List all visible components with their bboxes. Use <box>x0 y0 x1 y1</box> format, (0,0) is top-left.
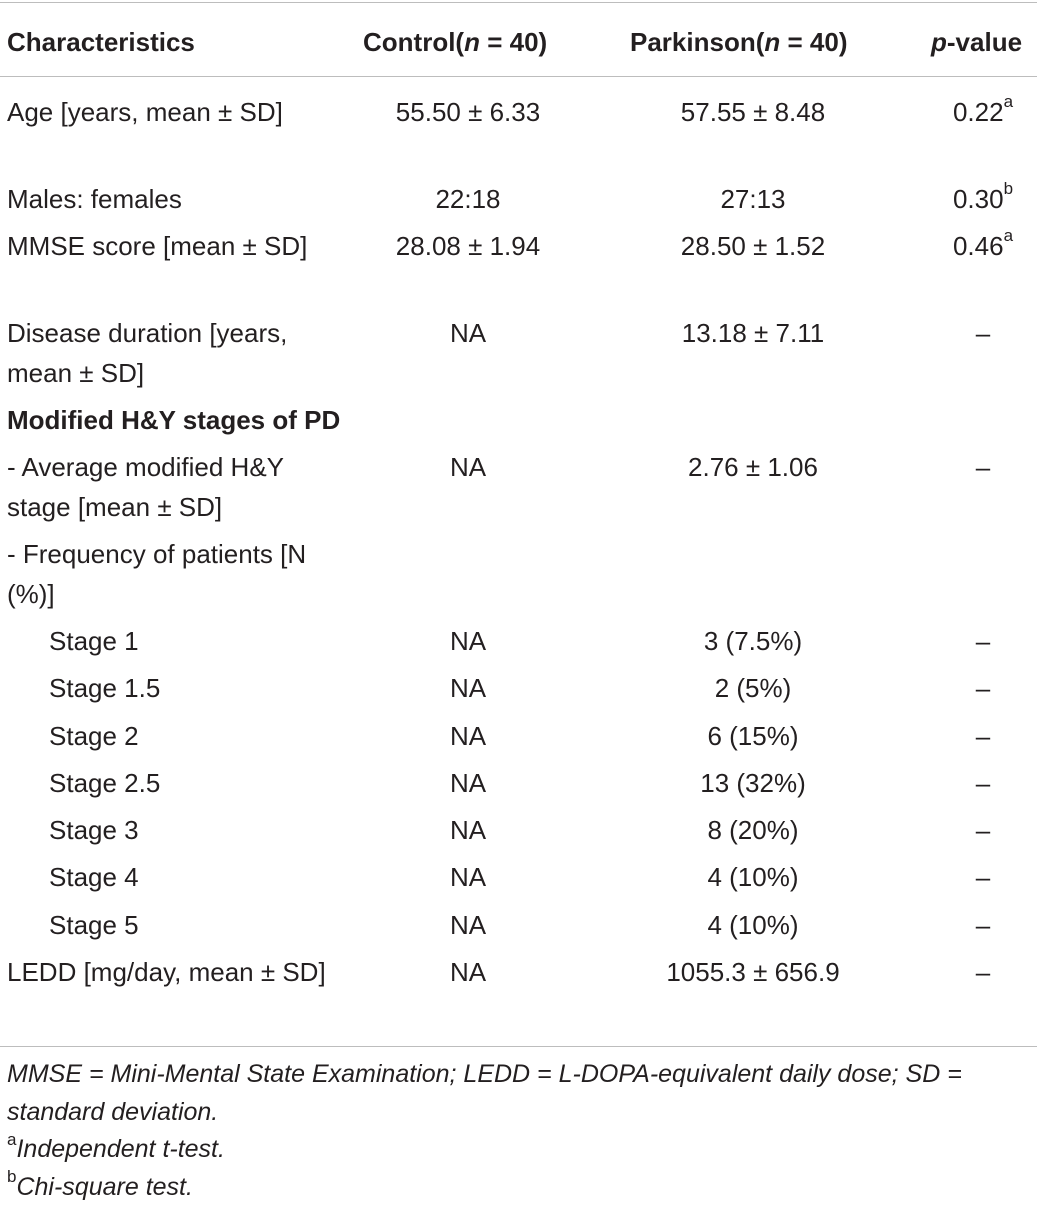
parkinson-value: 28.50 ± 1.52 <box>680 231 826 261</box>
header-characteristics: Characteristics <box>7 27 195 57</box>
section-heading: Modified H&Y stages of PD <box>7 405 341 435</box>
control-value: NA <box>449 768 487 798</box>
p-value: – <box>975 673 991 703</box>
row-label: Males: females <box>7 184 182 214</box>
parkinson-value: 57.55 ± 8.48 <box>680 97 826 127</box>
bottom-rule <box>0 1046 1037 1047</box>
row-label: Stage 4 <box>49 862 139 892</box>
parkinson-value: 2 (5%) <box>714 673 792 703</box>
control-value: NA <box>449 318 487 348</box>
p-value: – <box>975 862 991 892</box>
row-label: Stage 2 <box>49 721 139 751</box>
row-label: MMSE score [mean ± SD] <box>7 231 308 261</box>
control-value: NA <box>449 452 487 482</box>
control-value: NA <box>449 957 487 987</box>
p-value: – <box>975 768 991 798</box>
control-value: NA <box>449 626 487 656</box>
parkinson-value: 3 (7.5%) <box>703 626 803 656</box>
row-label: Age [years, mean ± SD] <box>7 97 283 127</box>
parkinson-value: 2.76 ± 1.06 <box>688 452 818 482</box>
control-value: NA <box>449 815 487 845</box>
header-pvalue: p-value <box>931 27 1023 57</box>
row-label: Disease duration [years, mean ± SD] <box>7 318 288 388</box>
top-rule <box>0 2 1037 3</box>
row-label: Stage 5 <box>49 910 139 940</box>
table-footnotes <box>7 1056 1037 1206</box>
header-parkinson: Parkinson(n = 40) <box>630 27 848 57</box>
parkinson-value: 4 (10%) <box>707 910 799 940</box>
parkinson-value: 13 (32%) <box>700 768 806 798</box>
p-value: – <box>975 721 991 751</box>
parkinson-value: 1055.3 ± 656.9 <box>666 957 840 987</box>
control-value: NA <box>449 721 487 751</box>
p-value: – <box>975 452 991 482</box>
row-label: Stage 3 <box>49 815 139 845</box>
control-value: NA <box>449 910 487 940</box>
footnote-a: $^a$Independent t-test. <box>7 1129 225 1163</box>
p-value: – <box>975 318 991 348</box>
p-value: 0.22$^a$ <box>952 92 1014 127</box>
row-label: LEDD [mg/day, mean ± SD] <box>7 957 326 987</box>
control-value: 28.08 ± 1.94 <box>395 231 541 261</box>
footnote-b: $^b$Chi-square test. <box>7 1167 193 1201</box>
control-value: 55.50 ± 6.33 <box>395 97 541 127</box>
p-value: – <box>975 957 991 987</box>
row-label: - Average modified H&Y stage [mean ± SD] <box>7 452 284 522</box>
p-value: – <box>975 626 991 656</box>
row-label: Stage 1.5 <box>49 673 161 703</box>
p-value: – <box>975 815 991 845</box>
parkinson-value: 4 (10%) <box>707 862 799 892</box>
abbreviations-note: MMSE = Mini-Mental State Examination; LEDD = L-DOPA-equivalent daily dose; SD = standard deviation. <box>7 1060 962 1126</box>
header-rule <box>0 76 1037 77</box>
parkinson-value: 13.18 ± 7.11 <box>681 318 825 348</box>
p-value: – <box>975 910 991 940</box>
row-label: - Frequency of patients [N (%)] <box>7 539 307 609</box>
p-value: 0.30$^b$ <box>952 179 1014 214</box>
header-control: Control(n = 40) <box>363 27 548 57</box>
control-value: NA <box>449 673 487 703</box>
control-value: NA <box>449 862 487 892</box>
control-value: 22:18 <box>435 184 501 214</box>
p-value: 0.46$^a$ <box>952 226 1014 261</box>
parkinson-value: 6 (15%) <box>707 721 799 751</box>
table-header <box>0 20 1041 64</box>
parkinson-value: 27:13 <box>720 184 786 214</box>
row-label: Stage 1 <box>49 626 139 656</box>
row-label: Stage 2.5 <box>49 768 161 798</box>
parkinson-value: 8 (20%) <box>707 815 799 845</box>
